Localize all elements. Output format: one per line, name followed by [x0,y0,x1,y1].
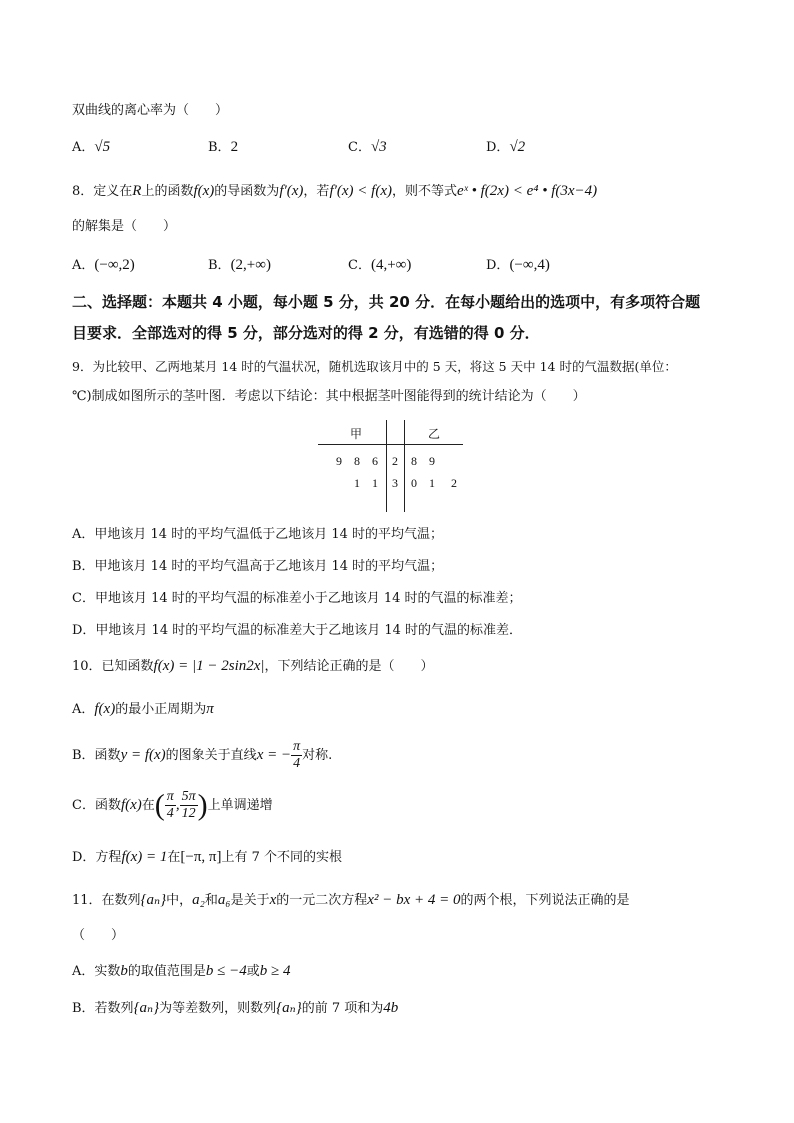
q9-option-c: C．甲地该月 14 时的平均气温的标准差小于乙地该月 14 时的气温的标准差； [72,591,522,606]
q7-option-c: C．√3 [348,139,387,155]
q10-optc-fraction-1: $\frac{\pi}{4}$ [166,789,174,821]
q10-option-c: C．函数f(x)在( $\frac{\pi}{4}$ , $\frac{5\pi}{12}$ )上单调递增 [72,788,273,822]
leaf-right-r1-c1: 8 [411,454,417,468]
stem-r1: 2 [392,454,398,468]
section2-heading-line1: 二、选择题：本题共 4 小题，每小题 5 分，共 20 分．在每小题给出的选项中，有多项符合题 [72,293,701,311]
leaf-right-r1-c2: 9 [429,454,435,468]
q8-option-d: D．(−∞,4) [486,257,550,273]
leaf-right-r2-c1: 0 [411,476,417,490]
stem-leaf-header-rule [318,444,463,445]
q11-option-b: B．若数列{aₙ}为等差数列，则数列{aₙ}的前 7 项和为4b [72,1000,399,1016]
q8-stem-line2: 的解集是（ ） [72,219,177,234]
stem-leaf-right-rule [404,420,405,512]
leaf-left-r1-c1: 9 [336,454,342,468]
q10-optb-fraction: $\frac{\pi}{4}$ [293,739,301,771]
q9-stem-line2: ℃)制成如图所示的茎叶图．考虑以下结论：其中根据茎叶图能得到的统计结论为（ ） [72,389,586,404]
section2-heading-line2: 目要求．全部选对的得 5 分，部分选对的得 2 分，有选错的得 0 分． [72,324,540,342]
q8-option-a: A．(−∞,2) [72,257,135,273]
q10-stem: 10．已知函数f(x) = |1 − 2sin2x|，下列结论正确的是（ ） [72,658,434,674]
leaf-right-r2-c2: 1 [429,476,435,490]
leaf-left-r2-c2: 1 [372,476,378,490]
stem-leaf-right-header: 乙 [428,427,441,441]
stem-leaf-plot [318,420,463,512]
q8-option-b: B．(2,+∞) [208,257,271,273]
q7-stem-tail: 双曲线的离心率为（ ） [72,103,229,118]
q7-option-a: A．√5 [72,139,111,155]
q11-option-a: A．实数b的取值范围是b ≤ −4或b ≥ 4 [72,963,291,979]
q11-stem-line1: 11．在数列{aₙ}中，a₂和a₆是关于x的一元二次方程x² − bx + 4 = 0的两个根，下列说法正确的是 [72,892,630,908]
q9-option-b: B．甲地该月 14 时的平均气温高于乙地该月 14 时的平均气温； [72,559,444,574]
leaf-left-r1-c3: 6 [372,454,378,468]
q9-stem-line1: 9．为比较甲、乙两地某月 14 时的气温状况，随机选取该月中的 5 天，将这 5 天中 14 时的气温数据(单位： [72,359,677,374]
q9-option-a: A．甲地该月 14 时的平均气温低于乙地该月 14 时的平均气温； [72,527,444,542]
q10-option-a: A．f(x)的最小正周期为π [72,701,214,717]
q8-stem-line1: 8．定义在R上的函数f(x)的导函数为f′(x)，若f′(x) < f(x)，则不等式eˣ • f(2x) < e⁴ • f(3x−4) [72,183,598,199]
leaf-right-r2-c3: 2 [451,476,457,490]
leaf-left-r1-c2: 8 [354,454,360,468]
q8-option-c: C．(4,+∞) [348,257,412,273]
q10-option-d: D．方程f(x) = 1在[−π, π]上有 7 个不同的实根 [72,849,343,865]
q9-option-d: D．甲地该月 14 时的平均气温的标准差大于乙地该月 14 时的气温的标准差． [72,623,523,638]
q10-optc-fraction-2: $\frac{5\pi}{12}$ [181,789,196,821]
q7-option-b: B．2 [208,139,239,155]
q7-option-d: D．√2 [486,139,526,155]
q11-stem-line2: （ ） [72,928,125,943]
stem-leaf-left-header: 甲 [350,427,363,441]
leaf-left-r2-c1: 1 [354,476,360,490]
q10-option-b: B．函数y = f(x)的图象关于直线x = − $\frac{\pi}{4}$ 对称. [72,739,333,771]
stem-leaf-left-rule [386,420,387,512]
stem-r2: 3 [392,476,398,490]
